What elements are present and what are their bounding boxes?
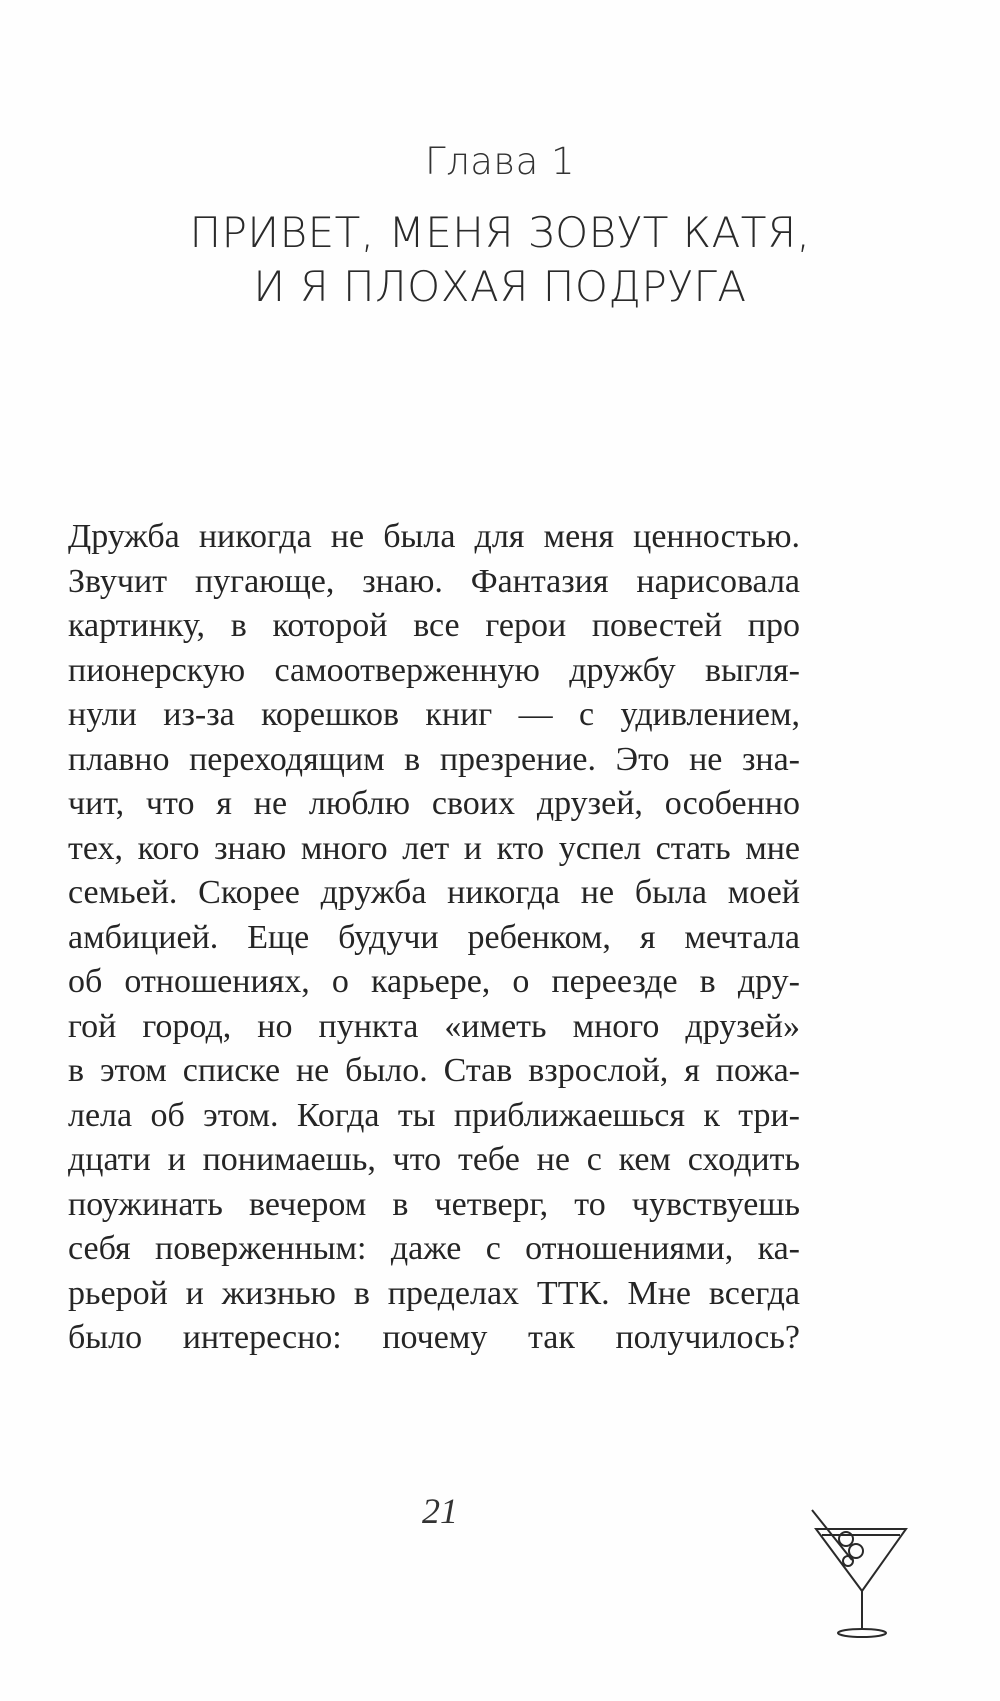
body-line: лела об этом. Когда ты приближаешься к три- — [68, 1096, 800, 1134]
body-line: себя поверженным: даже с отношениями, ка- — [68, 1230, 800, 1267]
body-text — [68, 515, 800, 1361]
body-line: чит, что я не люблю своих друзей, особенно — [68, 785, 800, 822]
chapter-label: Глава 1 — [424, 140, 576, 183]
body-line: в этом списке не было. Став взрослой, я пожа- — [68, 1052, 800, 1089]
body-line: гой город, но пункта «иметь много друзей» — [68, 1007, 800, 1045]
body-line: нули из-за корешков книг — с удивлением, — [68, 696, 800, 733]
martini-glass-icon — [800, 1505, 910, 1645]
body-line: тех, кого знаю много лет и кто успел стать мне — [68, 829, 800, 867]
body-line: дцати и понимаешь, что тебе не с кем сходить — [68, 1141, 800, 1178]
body-line: поужинать вечером в четверг, то чувствуешь — [68, 1185, 800, 1223]
body-line: об отношениях, о карьере, о переезде в дру- — [68, 963, 800, 1000]
body-line: пионерскую самоотверженную дружбу выгля- — [68, 651, 800, 689]
body-line: Дружба никогда не была для меня ценностью. — [68, 518, 800, 555]
body-line: рьерой и жизнью в пределах ТТК. Мне всегда — [68, 1274, 800, 1312]
body-line: Звучит пугающе, знаю. Фантазия нарисовала — [68, 562, 800, 600]
page-number: 21 — [422, 1491, 458, 1531]
body-line: амбицией. Еще будучи ребенком, я мечтала — [68, 918, 800, 956]
body-line: картинку, в которой все герои повестей про — [68, 607, 800, 644]
body-line: плавно переходящим в презрение. Это не зна- — [68, 740, 800, 778]
chapter-title-line-2: И Я ПЛОХАЯ ПОДРУГА — [253, 262, 747, 311]
body-line: было интересно: почему так получилось? — [68, 1319, 800, 1356]
body-line: семьей. Скорее дружба никогда не была моей — [68, 874, 800, 911]
chapter-title-line-1: ПРИВЕТ, МЕНЯ ЗОВУТ КАТЯ, — [189, 208, 811, 257]
